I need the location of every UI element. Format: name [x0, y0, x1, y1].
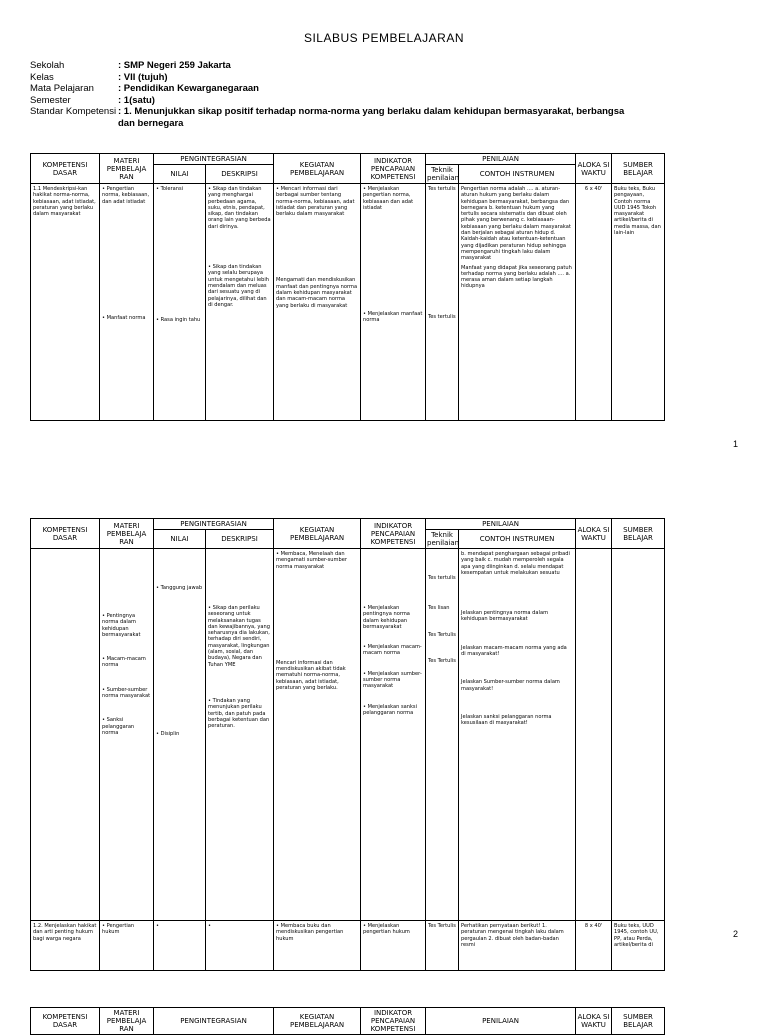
- meta-value: : VII (tujuh): [118, 71, 168, 83]
- cell-text: • Manfaat norma: [102, 314, 146, 321]
- cell-text: 1.1 Mendeskripsi-kan hakikat norma-norma, kebiasaan, adat istiadat, peraturan yang berlaku dalam masyarakat: [33, 186, 96, 218]
- cell-sumber: [612, 921, 665, 971]
- cell-text: • Menjelaskan pentingnya norma dalam kehidupan bermasyarakat: [363, 605, 410, 630]
- header-alokasi: ALOKA SI WAKTU: [576, 1008, 612, 1035]
- header-materi: MATERI PEMBELAJA RAN: [100, 519, 154, 549]
- cell-text: • Menjelaskan pengertian norma, kebiasaan dan adat istiadat: [363, 186, 414, 211]
- cell-text: • Rasa ingin tahu: [156, 317, 201, 324]
- cell-text: • Disiplin: [156, 731, 180, 738]
- cell-nilai: [154, 921, 206, 971]
- header-pengintegrasian: PENGINTEGRASIAN: [154, 1008, 274, 1035]
- cell-text: Mengamati dan mendiskusikan manfaat dan pentingnya norma dalam kehidupan masyarakat dan macam-macam norma yang berlaku di masyarakat: [276, 277, 358, 309]
- meta-row-semester: [30, 95, 638, 107]
- syllabus-table-page-2: [30, 518, 665, 971]
- cell-deskripsi: [206, 921, 274, 971]
- meta-value: : 1. Menunjukkan sikap positif terhadap norma-norma yang berlaku dalam kehidupan bermasyarakat, berbangsa dan bernegara: [118, 106, 625, 129]
- header-materi: MATERI PEMBELAJA RAN: [100, 154, 154, 184]
- meta-value: : Pendidikan Kewarganegaraan: [118, 83, 259, 94]
- cell-text: b. mendapat penghargaan sebagai pribadi yang baik c. mudah memperoleh segala apa yang diinginkan d. selalu mendapat kesempatan untuk melakukan sesuatu: [461, 551, 570, 576]
- header-teknik: Teknik penilaian: [427, 531, 460, 547]
- header-nilai: NILAI: [154, 165, 206, 184]
- cell-contoh: [459, 921, 576, 971]
- header-pengintegrasian: PENGINTEGRASIAN: [154, 519, 274, 530]
- cell-text: • Menjelaskan manfaat norma: [363, 311, 423, 324]
- cell-text: • Menjelaskan pengertian hukum: [363, 923, 410, 936]
- header-alokasi: ALOKA SI WAKTU: [576, 154, 612, 184]
- header-indikator: INDIKATOR PENCAPAIAN KOMPETENSI: [361, 1008, 426, 1035]
- cell-indikator: [361, 921, 426, 971]
- syllabus-meta: [30, 60, 638, 129]
- cell-text: • Membaca buku dan mendiskusikan pengertian hukum: [276, 923, 344, 942]
- cell-alokasi: [576, 549, 612, 921]
- header-kegiatan: KEGIATAN PEMBELAJARAN: [274, 1008, 361, 1035]
- header-sumber: SUMBER BELAJAR: [612, 519, 665, 549]
- header-alokasi: ALOKA SI WAKTU: [576, 519, 612, 549]
- cell-materi: [100, 184, 154, 421]
- header-penilaian: PENILAIAN: [426, 1008, 576, 1035]
- cell-alokasi: [576, 921, 612, 971]
- cell-text: Tes tertulis: [428, 314, 456, 321]
- cell-text: • Tanggung jawab: [156, 585, 203, 591]
- header-kompetensi: KOMPETENSI DASAR: [31, 1008, 100, 1035]
- cell-text: 8 x 40': [584, 923, 603, 929]
- cell-text: Tes Tertulis: [428, 657, 456, 664]
- meta-row-class: [30, 72, 638, 84]
- header-nilai: NILAI: [154, 530, 206, 549]
- meta-label: Mata Pelajaran: [30, 83, 94, 94]
- header-contoh: CONTOH INSTRUMEN: [459, 165, 576, 184]
- page-number: 1: [733, 439, 739, 449]
- cell-indikator: [361, 184, 426, 421]
- page-number: 2: [733, 929, 739, 939]
- cell-text: 6 x 40': [584, 186, 603, 192]
- cell-text: Jelaskan sanksi pelanggaran norma kesusilaan di masyarakat!: [461, 713, 552, 727]
- cell-text: • Pengertian hukum: [102, 923, 135, 936]
- header-indikator: INDIKATOR PENCAPAIAN KOMPETENSI: [361, 519, 426, 549]
- cell-text: • Macam-macam norma: [102, 656, 146, 669]
- cell-text: •: [208, 923, 212, 929]
- meta-label: Kelas: [30, 71, 54, 83]
- syllabus-table-page-1: [30, 153, 665, 421]
- cell-text: Mencari informasi dan mendiskusikan akibat tidak mematuhi norma-norma, kebiasaan, adat istiadat, peraturan yang berlaku.: [276, 659, 346, 692]
- cell-text: Tes Tertulis: [428, 631, 456, 638]
- header-kompetensi: KOMPETENSI DASAR: [31, 154, 100, 184]
- cell-text: 1.2. Menjelaskan hakikat dan arti penting hukum bagi warga negara: [33, 923, 97, 942]
- page-title: SILABUS PEMBELAJARAN: [303, 31, 465, 45]
- cell-text: • Sikap dan tindakan yang selalu berupaya untuk mengetahui lebih mendalam dan meluas dari sesuatu yang di pelajarinya, dilihat dan di dengar.: [208, 264, 269, 308]
- cell-kompetensi: [31, 184, 100, 421]
- meta-row-competency: [30, 106, 638, 129]
- header-penilaian: PENILAIAN: [426, 154, 576, 165]
- meta-value: : SMP Negeri 259 Jakarta: [118, 60, 231, 71]
- cell-kompetensi: [31, 549, 100, 921]
- cell-text: Tes tertulis: [428, 575, 456, 581]
- cell-text: Perhatikan pernyataan berikut! 1. peraturan mengenai tingkah laku dalam pergaulan 2. dibuat oleh badan-badan resmi: [461, 923, 564, 948]
- cell-text: Buku teks, Buku pengayaan, Contoh norma UUD 1945 Tokoh masyarakat artikel/berita di media massa, dan lain-lain: [614, 186, 661, 237]
- meta-label: Sekolah: [30, 60, 65, 71]
- cell-text: Jelaskan macam-macam norma yang ada di masyarakat!: [461, 644, 567, 658]
- cell-kegiatan: [274, 921, 361, 971]
- meta-label: Semester: [30, 94, 71, 106]
- cell-deskripsi: [206, 184, 274, 421]
- header-kegiatan: KEGIATAN PEMBELAJARAN: [274, 154, 361, 184]
- cell-text: • Tindakan yang menunjukan perilaku tertib, dan patuh pada berbagai ketentuan dan peraturan.: [208, 697, 270, 730]
- meta-value: : 1(satu): [118, 94, 155, 106]
- cell-indikator: [361, 549, 426, 921]
- cell-text: Tes tertulis: [428, 186, 456, 192]
- header-indikator: INDIKATOR PENCAPAIAN KOMPETENSI: [361, 154, 426, 184]
- header-kompetensi: KOMPETENSI DASAR: [31, 519, 100, 549]
- header-deskripsi: DESKRIPSI: [206, 165, 274, 184]
- cell-nilai: [154, 549, 206, 921]
- cell-text: • Menjelaskan sanksi pelanggaran norma: [363, 703, 417, 716]
- header-penilaian: PENILAIAN: [426, 519, 576, 530]
- header-pengintegrasian: PENGINTEGRASIAN: [154, 154, 274, 165]
- cell-text: • Mencari informasi dari berbagai sumber tentang norma-norma, kebiasaan, adat istiadat dan peraturan yang berlaku dalam masyarakat: [276, 186, 355, 218]
- cell-kompetensi: [31, 921, 100, 971]
- cell-kegiatan: [274, 184, 361, 421]
- cell-text: Buku teks, UUD 1945, contoh UU, PP, atau Perda, artikel/berita di: [614, 923, 659, 948]
- cell-kegiatan: [274, 549, 361, 921]
- cell-text: • Pentingnya norma dalam kehidupan bermasyarakat: [102, 613, 141, 638]
- header-kegiatan: KEGIATAN PEMBELAJARAN: [274, 519, 361, 549]
- cell-text: • Sikap dan tindakan yang menghargai perbedaan agama, suku, etnis, pendapat, sikap, dan tindakan orang lain yang berbeda dari dirinya.: [208, 186, 271, 230]
- header-teknik: Teknik penilaian: [427, 166, 460, 182]
- syllabus-table-page-3: [30, 1007, 665, 1035]
- cell-materi: [100, 549, 154, 921]
- cell-text: Manfaat yang didapat jika seseorang patuh terhadap norma yang berlaku adalah .... a. merasa aman dalam setiap langkah hidupnya: [461, 264, 572, 290]
- cell-text: Jelaskan Sumber-sumber norma dalam masyarakat!: [461, 679, 560, 692]
- cell-materi: [100, 921, 154, 971]
- header-materi: MATERI PEMBELAJA RAN: [100, 1008, 154, 1035]
- cell-text: Tes lisan: [428, 605, 450, 612]
- cell-deskripsi: [206, 549, 274, 921]
- cell-teknik: [426, 549, 459, 921]
- meta-row-subject: [30, 83, 638, 95]
- cell-text: • Toleransi: [156, 186, 184, 192]
- cell-sumber: [612, 184, 665, 421]
- cell-text: Tes Tertulis: [428, 923, 456, 929]
- meta-row-school: [30, 60, 638, 72]
- cell-text: • Sikap dan perilaku seseorang untuk melaksanakan tugas dan kewajibannya, yang seharusnya dia lakukan, terhadap diri sendiri, masyarakat, lingkungan (alam, sosial, dan budaya), Negara dan Tuhan YME: [208, 605, 271, 668]
- meta-label: Standar Kompetensi: [30, 106, 117, 117]
- header-deskripsi: DESKRIPSI: [206, 530, 274, 549]
- cell-teknik: [426, 921, 459, 971]
- cell-text: •: [156, 923, 160, 929]
- cell-text: Pengertian norma adalah .... a. aturan-aturan hukum yang berlaku dalam kehidupan bermasyarakat, berbangsa dan bernegara b. ketentuan hukum yang tertulis secara sistematis dan dibuat oleh pihak yang berwenang c. kebiasaan-kebiasaan yang berlaku dalam masyarakat dan berjalan sebagai aturan hidup d. Kaidah-kaidah atau ketentuan-ketentuan yang dijadikan peraturan hidup sehingga mempengaruhi tingkah laku dalam masyarakat: [461, 186, 571, 262]
- cell-teknik: [426, 184, 459, 421]
- cell-contoh: [459, 184, 576, 421]
- cell-text: • Menjelaskan macam-macam norma: [363, 644, 422, 657]
- header-sumber: SUMBER BELAJAR: [612, 1008, 665, 1035]
- cell-nilai: [154, 184, 206, 421]
- cell-text: • Sumber-sumber norma masyarakat: [102, 686, 151, 700]
- cell-text: • Menjelaskan sumber-sumber norma masyarakat: [363, 670, 422, 690]
- cell-text: • Sanksi pelanggaran norma: [102, 717, 135, 736]
- header-sumber: SUMBER BELAJAR: [612, 154, 665, 184]
- cell-alokasi: [576, 184, 612, 421]
- cell-text: Jelaskan pentingnya norma dalam kehidupan bermasyarakat: [461, 610, 549, 623]
- cell-sumber: [612, 549, 665, 921]
- cell-contoh: [459, 549, 576, 921]
- cell-text: • Membaca, Menelaah dan mengamati sumber-sumber norma masyarakat: [276, 551, 347, 570]
- header-contoh: CONTOH INSTRUMEN: [459, 530, 576, 549]
- cell-text: • Pengertian norma, kebiasaan, dan adat istiadat: [102, 186, 150, 205]
